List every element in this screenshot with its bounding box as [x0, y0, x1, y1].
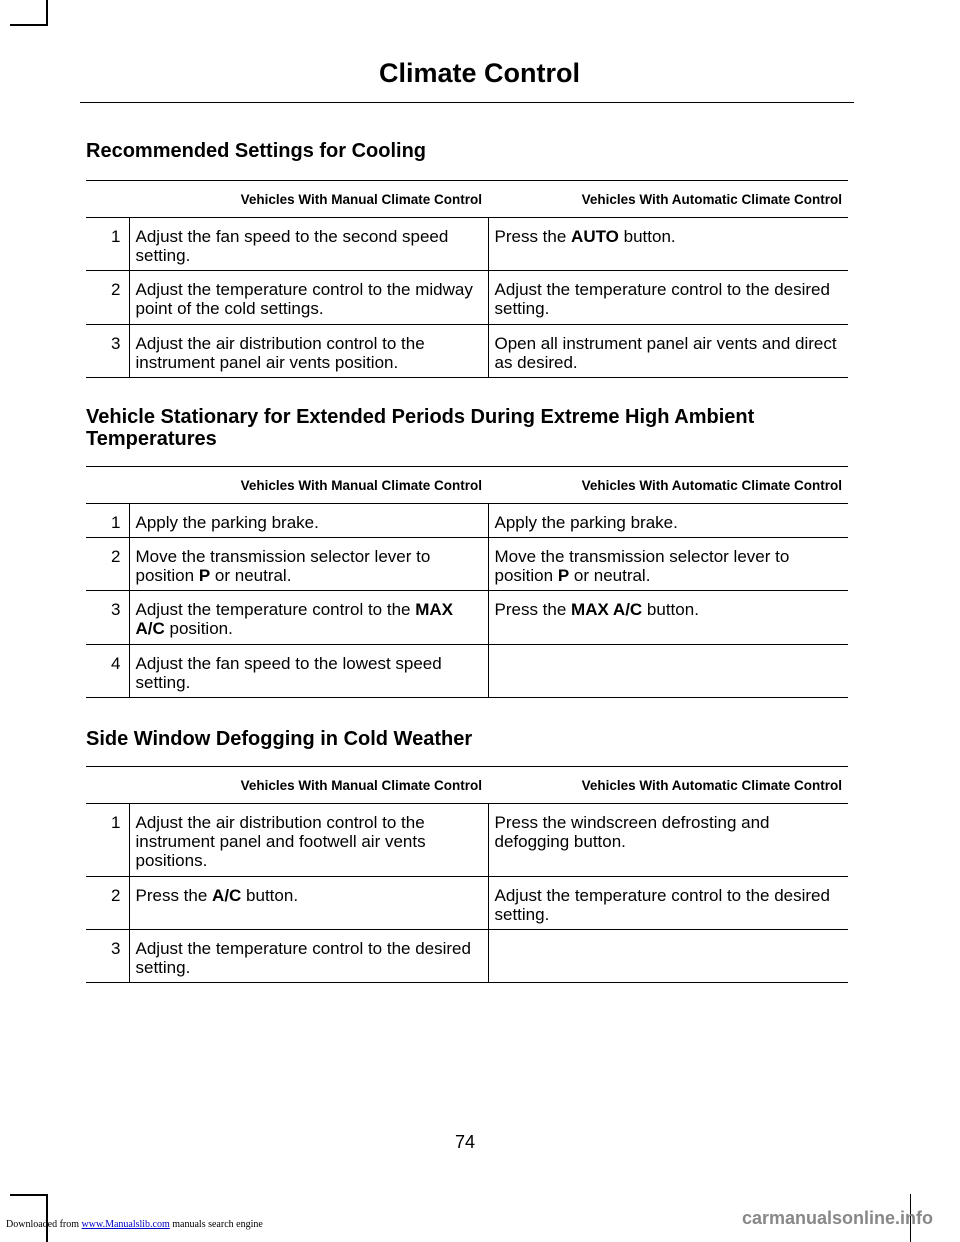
manual-step: Adjust the temperature control to the MAX A/C position.	[129, 591, 488, 645]
step-number: 3	[86, 591, 129, 645]
manual-step: Move the transmission selector lever to position P or neutral.	[129, 538, 488, 591]
section-cooling	[86, 140, 848, 378]
control-name: P	[557, 566, 570, 585]
footer-suffix: manuals search engine	[169, 1219, 263, 1230]
table-header-row	[86, 467, 848, 504]
table-row	[86, 645, 848, 698]
crop-mark	[46, 1194, 48, 1242]
automatic-step: Press the MAX A/C button.	[488, 591, 848, 645]
control-name: MAX A/C	[571, 600, 643, 619]
manual-step: Adjust the temperature control to the desired setting.	[129, 930, 488, 983]
table-header-row	[86, 181, 848, 218]
control-name: A/C	[212, 886, 242, 905]
column-header-automatic: Vehicles With Automatic Climate Control	[488, 181, 848, 218]
manual-step: Adjust the fan speed to the second speed setting.	[129, 218, 488, 271]
step-number: 3	[86, 325, 129, 378]
section-defogging	[86, 728, 848, 983]
step-number: 1	[86, 804, 129, 877]
section-title: Side Window Defogging in Cold Weather	[86, 728, 473, 750]
step-number: 2	[86, 877, 129, 930]
manual-step: Adjust the fan speed to the lowest speed setting.	[129, 645, 488, 698]
crop-mark	[46, 0, 48, 26]
manual-step: Adjust the temperature control to the midway point of the cold settings.	[129, 271, 488, 325]
table-row	[86, 591, 848, 645]
table-row	[86, 325, 848, 378]
step-number: 2	[86, 538, 129, 591]
automatic-step: Press the AUTO button.	[488, 218, 848, 271]
step-number: 1	[86, 218, 129, 271]
control-name: MAX A/C	[135, 600, 453, 638]
settings-table	[86, 766, 848, 983]
automatic-step: Apply the parking brake.	[488, 504, 848, 538]
automatic-step: Press the windscreen defrosting and defogging button.	[488, 804, 848, 877]
manual-step: Adjust the air distribution control to the instrument panel air vents position.	[129, 325, 488, 378]
manual-step: Adjust the air distribution control to the instrument panel and footwell air vents positions.	[129, 804, 488, 877]
section-stationary	[86, 406, 848, 698]
column-header-manual: Vehicles With Manual Climate Control	[129, 181, 488, 218]
column-header-automatic: Vehicles With Automatic Climate Control	[488, 467, 848, 504]
table-row	[86, 218, 848, 271]
column-header-manual: Vehicles With Manual Climate Control	[129, 767, 488, 804]
step-number: 2	[86, 271, 129, 325]
table-row	[86, 504, 848, 538]
step-number: 1	[86, 504, 129, 538]
control-name: AUTO	[571, 227, 619, 246]
step-number: 3	[86, 930, 129, 983]
crop-mark	[10, 1194, 48, 1196]
table-row	[86, 877, 848, 930]
header-rule	[80, 102, 854, 103]
table-row	[86, 930, 848, 983]
crop-mark	[10, 24, 48, 26]
table-row	[86, 271, 848, 325]
section-title: Recommended Settings for Cooling	[86, 140, 427, 162]
column-header-manual: Vehicles With Manual Climate Control	[129, 467, 488, 504]
section-title: Vehicle Stationary for Extended Periods During Extreme High Ambient Temperatures	[86, 406, 755, 450]
table-row	[86, 804, 848, 877]
page-title: Climate Control	[378, 58, 580, 88]
step-number: 4	[86, 645, 129, 698]
page-number: 74	[454, 1132, 476, 1152]
settings-table	[86, 180, 848, 378]
watermark: carmanualsonline.info	[742, 1208, 934, 1228]
automatic-step: Move the transmission selector lever to position P or neutral.	[488, 538, 848, 591]
automatic-step: Open all instrument panel air vents and direct as desired.	[488, 325, 848, 378]
manualslib-link[interactable]: www.Manualslib.com	[81, 1219, 170, 1230]
control-name: P	[198, 566, 211, 585]
download-footer	[6, 1219, 263, 1230]
automatic-step: Adjust the temperature control to the desired setting.	[488, 877, 848, 930]
footer-prefix: Downloaded from	[6, 1219, 82, 1230]
table-header-row	[86, 767, 848, 804]
manual-step: Apply the parking brake.	[129, 504, 488, 538]
manual-step: Press the A/C button.	[129, 877, 488, 930]
automatic-step: Adjust the temperature control to the desired setting.	[488, 271, 848, 325]
column-header-automatic: Vehicles With Automatic Climate Control	[488, 767, 848, 804]
automatic-step	[488, 930, 848, 983]
automatic-step	[488, 645, 848, 698]
table-row	[86, 538, 848, 591]
settings-table	[86, 466, 848, 698]
